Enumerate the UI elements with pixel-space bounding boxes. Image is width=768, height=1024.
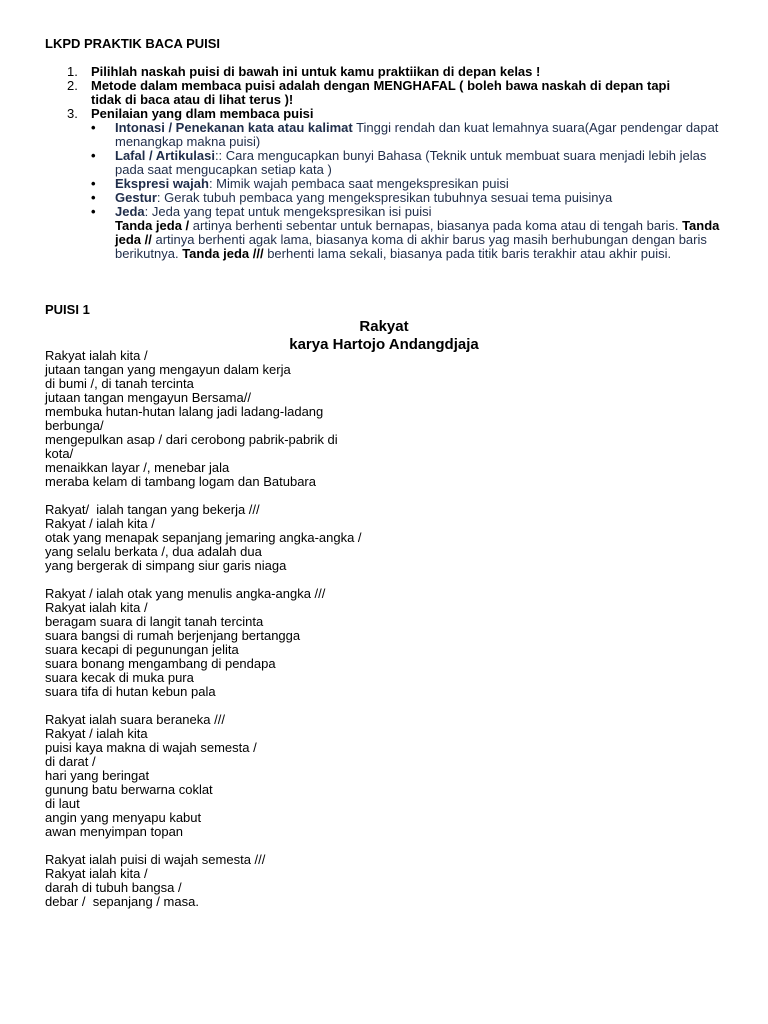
criteria-desc: : Gerak tubuh pembaca yang mengekspresikan tubuhnya sesuai tema puisinya bbox=[156, 190, 613, 205]
bullet-icon: • bbox=[91, 204, 96, 219]
jeda-term: Tanda jeda // bbox=[115, 218, 720, 247]
poem-line: beragam suara di langit tanah tercinta bbox=[45, 614, 264, 629]
poem-line: menaikkan layar /, menebar jala bbox=[45, 460, 230, 475]
poem-title: Rakyat bbox=[359, 318, 409, 335]
bullet-icon: • bbox=[91, 176, 96, 191]
criteria-item bbox=[91, 121, 735, 149]
criteria-item bbox=[91, 177, 735, 191]
bullet-icon: • bbox=[91, 190, 96, 205]
poem-line: suara kecak di muka pura bbox=[45, 670, 194, 685]
criteria-term: Ekspresi wajah bbox=[115, 176, 209, 191]
stanza bbox=[45, 349, 445, 489]
poem-body bbox=[45, 349, 445, 909]
criteria-desc: : Mimik wajah pembaca saat mengekspresikan puisi bbox=[208, 176, 509, 191]
poem-line: kota/ bbox=[45, 446, 74, 461]
poem-line: otak yang menapak sepanjang jemaring angka-angka / bbox=[45, 530, 362, 545]
stanza bbox=[45, 587, 445, 699]
criteria-list bbox=[91, 121, 735, 261]
poem-line: Rakyat/ ialah tangan yang bekerja /// bbox=[45, 502, 260, 517]
poem-line: meraba kelam di tambang logam dan Batubara bbox=[45, 474, 316, 489]
poem-line: debar / sepanjang / masa. bbox=[45, 894, 199, 909]
stanza-gap bbox=[45, 839, 445, 853]
jeda-term: Tanda jeda /// bbox=[182, 246, 264, 261]
jeda-desc: berhenti lama sekali, biasanya pada titik baris terakhir atau akhir puisi. bbox=[263, 246, 672, 261]
poem-line: hari yang beringat bbox=[45, 768, 150, 783]
bullet-icon: • bbox=[91, 120, 96, 135]
criteria-desc: :: Cara mengucapkan bunyi Bahasa (Teknik untuk membuat suara menjadi lebih jelas pada saat mengucapkan setiap kata ) bbox=[115, 148, 707, 177]
instruction-list bbox=[45, 65, 735, 261]
poem-line: di bumi /, di tanah tercinta bbox=[45, 376, 194, 391]
poem-line: awan menyimpan topan bbox=[45, 824, 184, 839]
instruction-item bbox=[45, 107, 735, 121]
poem-line: mengepulkan asap / dari cerobong pabrik-pabrik di bbox=[45, 432, 338, 447]
poem-line: Rakyat ialah puisi di wajah semesta /// bbox=[45, 852, 266, 867]
poem-line: di darat / bbox=[45, 754, 96, 769]
poem-line: jutaan tangan yang mengayun dalam kerja bbox=[45, 362, 291, 377]
poem-line: Rakyat ialah kita / bbox=[45, 348, 148, 363]
document-title: LKPD PRAKTIK BACA PUISI bbox=[45, 36, 221, 51]
bullet-icon: • bbox=[91, 148, 96, 163]
poem-line: Rakyat / ialah otak yang menulis angka-angka /// bbox=[45, 586, 326, 601]
jeda-detail bbox=[115, 219, 725, 261]
jeda-desc: artinya berhenti sebentar untuk bernapas, biasanya pada koma atau di tengah baris. bbox=[189, 218, 683, 233]
poem-line: membuka hutan-hutan lalang jadi ladang-ladang bbox=[45, 404, 324, 419]
criteria-term: Intonasi / Penekanan kata atau kalimat bbox=[115, 120, 353, 135]
instruction-text: Penilaian yang dlam membaca puisi bbox=[91, 106, 314, 121]
stanza bbox=[45, 853, 445, 909]
poem-line: puisi kaya makna di wajah semesta / bbox=[45, 740, 257, 755]
jeda-desc: artinya berhenti agak lama, biasanya koma di akhir barus yag masih berhubungan dengan baris berikutnya. bbox=[115, 232, 707, 261]
stanza-gap bbox=[45, 573, 445, 587]
poem-line: di laut bbox=[45, 796, 80, 811]
stanza-gap bbox=[45, 699, 445, 713]
instruction-text: Pilihlah naskah puisi di bawah ini untuk kamu praktiikan di depan kelas ! bbox=[91, 64, 541, 79]
poem-line: yang bergerak di simpang siur garis niaga bbox=[45, 558, 287, 573]
instruction-text: Metode dalam membaca puisi adalah dengan MENGHAFAL ( boleh bawa naskah di depan tapi tidak di baca atau di lihat terus )! bbox=[91, 78, 671, 107]
poem-section-label: PUISI 1 bbox=[45, 302, 90, 317]
poem-line: darah di tubuh bangsa / bbox=[45, 880, 182, 895]
poem-line: yang selalu berkata /, dua adalah dua bbox=[45, 544, 262, 559]
instruction-number: 1. bbox=[67, 64, 78, 79]
criteria-term: Jeda bbox=[115, 204, 145, 219]
poem-line: suara bangsi di rumah berjenjang bertangga bbox=[45, 628, 301, 643]
jeda-term: Tanda jeda / bbox=[115, 218, 190, 233]
instruction-item bbox=[45, 65, 735, 79]
poem-line: berbunga/ bbox=[45, 418, 104, 433]
poem-line: Rakyat / ialah kita / bbox=[45, 516, 155, 531]
poem-line: suara tifa di hutan kebun pala bbox=[45, 684, 216, 699]
poem-line: jutaan tangan mengayun Bersama// bbox=[45, 390, 251, 405]
criteria-item bbox=[91, 149, 735, 177]
instruction-number: 2. bbox=[67, 78, 78, 93]
criteria-item bbox=[91, 191, 735, 205]
criteria-item bbox=[91, 205, 735, 219]
criteria-term: Lafal / Artikulasi bbox=[115, 148, 215, 163]
poem-author: karya Hartojo Andangdjaja bbox=[289, 336, 479, 353]
instruction-item bbox=[45, 79, 735, 107]
poem-line: Rakyat / ialah kita bbox=[45, 726, 148, 741]
poem-line: Rakyat ialah suara beraneka /// bbox=[45, 712, 225, 727]
instruction-number: 3. bbox=[67, 106, 78, 121]
poem-line: suara bonang mengambang di pendapa bbox=[45, 656, 276, 671]
poem-line: Rakyat ialah kita / bbox=[45, 600, 148, 615]
stanza bbox=[45, 503, 445, 573]
criteria-term: Gestur bbox=[115, 190, 157, 205]
poem-line: suara kecapi di pegunungan jelita bbox=[45, 642, 239, 657]
poem-line: Rakyat ialah kita / bbox=[45, 866, 148, 881]
stanza bbox=[45, 713, 445, 839]
criteria-desc: : Jeda yang tepat untuk mengekspresikan isi puisi bbox=[144, 204, 432, 219]
criteria-desc: Tinggi rendah dan kuat lemahnya suara(Agar pendengar dapat menangkap makna puisi) bbox=[115, 120, 719, 149]
stanza-gap bbox=[45, 489, 445, 503]
poem-line: gunung batu berwarna coklat bbox=[45, 782, 213, 797]
poem-line: angin yang menyapu kabut bbox=[45, 810, 202, 825]
